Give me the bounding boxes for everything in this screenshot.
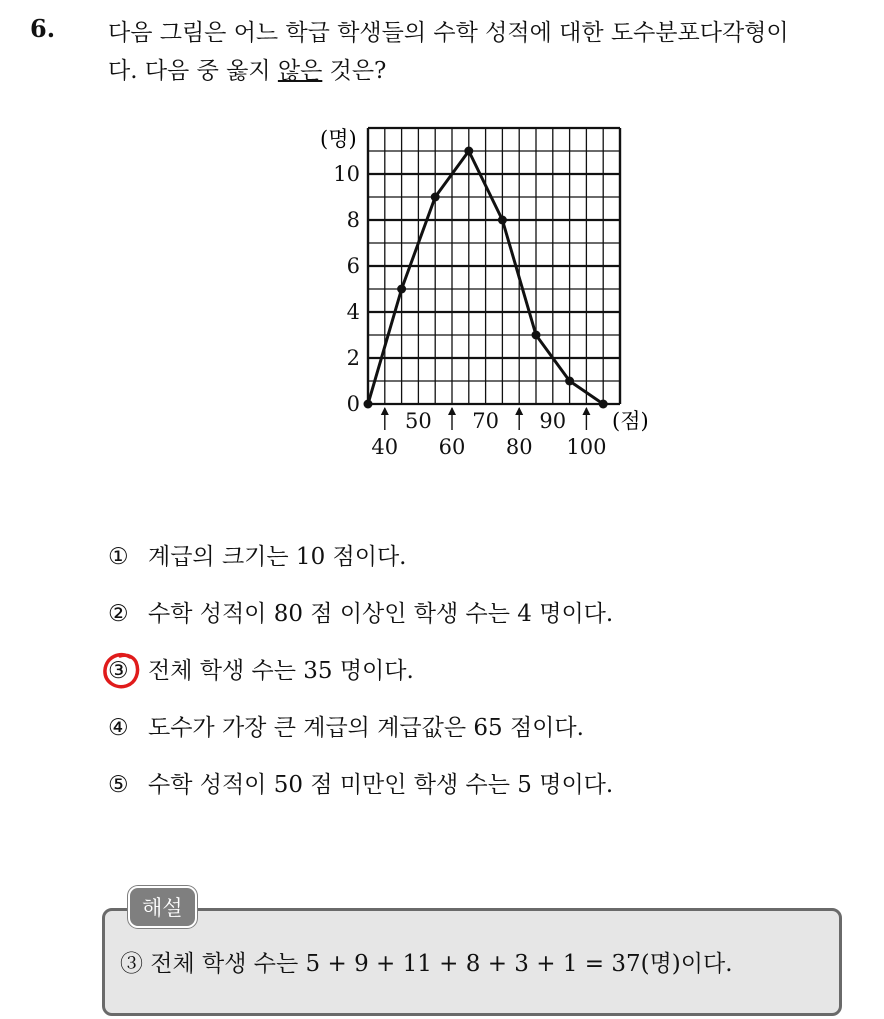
- y-tick-label: 2: [346, 346, 360, 370]
- choice-text: 계급의 크기는 10 점이다.: [148, 544, 407, 570]
- y-tick-label: 10: [333, 162, 360, 186]
- question-line-2-end: 것은?: [322, 58, 387, 84]
- question-line-1: 다음 그림은 어느 학급 학생들의 수학 성적에 대한 도수분포다각형이: [108, 20, 789, 46]
- answer-circle-mark: [100, 649, 142, 691]
- x-tick-arrowhead: [515, 407, 523, 415]
- x-axis-ticks: [371, 407, 606, 459]
- data-point: [431, 193, 440, 202]
- y-axis-ticks: [333, 162, 360, 416]
- x-tick-label: 80: [505, 435, 533, 459]
- solution-text: ③ 전체 학생 수는 5 + 9 + 11 + 8 + 3 + 1 = 37(명)이다.: [120, 951, 733, 977]
- data-point: [364, 400, 373, 409]
- x-tick-label: 70: [472, 409, 499, 433]
- choice-3[interactable]: [108, 654, 613, 711]
- choice-text: 수학 성적이 80 점 이상인 학생 수는 4 명이다.: [148, 601, 614, 627]
- choice-1[interactable]: [108, 540, 613, 597]
- choice-text: 도수가 가장 큰 계급의 계급값은 65 점이다.: [148, 715, 584, 741]
- data-point: [464, 147, 473, 156]
- x-axis-label: (점): [612, 409, 649, 433]
- y-tick-label: 4: [346, 300, 360, 324]
- x-tick-label: 100: [566, 435, 607, 459]
- y-axis-label: (명): [320, 127, 357, 151]
- choice-mark: ④: [108, 715, 129, 741]
- y-tick-label: 6: [346, 254, 360, 278]
- x-tick-label: 90: [539, 409, 567, 433]
- solution-label: 해설: [128, 886, 197, 928]
- question-number: 6.: [30, 14, 56, 43]
- question-line-2-start: 다. 다음 중 옳지: [108, 58, 278, 84]
- data-point: [532, 331, 541, 340]
- x-tick-arrowhead: [448, 407, 456, 415]
- x-tick-arrowhead: [381, 407, 389, 415]
- choice-mark: ①: [108, 544, 129, 570]
- choice-mark: ③: [108, 658, 129, 684]
- underlined-word: 않은: [277, 58, 323, 84]
- question-text: [108, 14, 868, 90]
- data-point: [498, 216, 507, 225]
- x-tick-label: 50: [405, 409, 432, 433]
- x-tick-label: 40: [371, 435, 399, 459]
- frequency-polygon-chart: [300, 110, 660, 470]
- choice-text: 전체 학생 수는 35 명이다.: [148, 658, 414, 684]
- choice-5[interactable]: [108, 768, 613, 825]
- y-tick-label: 0: [346, 392, 360, 416]
- choice-text: 수학 성적이 50 점 미만인 학생 수는 5 명이다.: [148, 772, 614, 798]
- data-point: [565, 377, 574, 386]
- choice-list: [108, 540, 613, 825]
- x-tick-arrowhead: [582, 407, 590, 415]
- choice-mark: ⑤: [108, 772, 129, 798]
- y-tick-label: 8: [346, 208, 360, 232]
- chart-grid: [368, 128, 620, 404]
- question-line-2: [108, 52, 868, 90]
- x-tick-label: 60: [438, 435, 466, 459]
- data-point: [599, 400, 608, 409]
- data-point: [397, 285, 406, 294]
- choice-4[interactable]: [108, 711, 613, 768]
- choice-2[interactable]: [108, 597, 613, 654]
- choice-mark: ②: [108, 601, 129, 627]
